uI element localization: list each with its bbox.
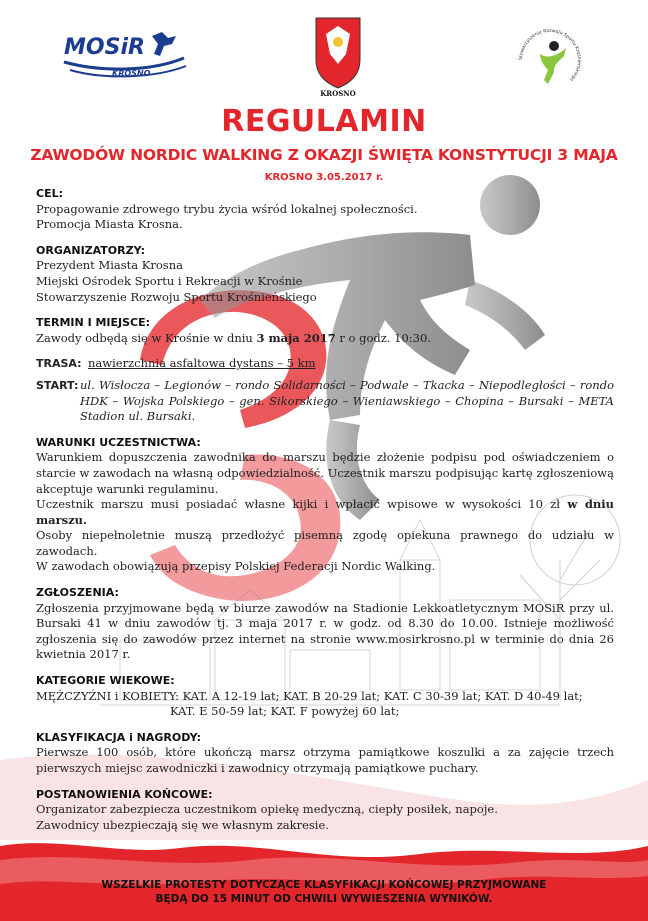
section-line: Stowarzyszenie Rozwoju Sportu Krośnieńskiego xyxy=(36,289,317,304)
section-kategorie xyxy=(36,673,614,720)
termin-date: 3 maja 2017 xyxy=(256,330,336,345)
termin-time: r o godz. 10:30. xyxy=(335,330,431,345)
runner-icon xyxy=(152,32,176,56)
section-warunki xyxy=(36,435,614,575)
category-line: MĘŻCZYŹNI i KOBIETY: KAT. A 12-19 lat; KAT. B 20-29 lat; KAT. C 30-39 lat; KAT. D 40-49 lat; xyxy=(36,688,583,703)
section-heading: KATEGORIE WIEKOWE: xyxy=(36,674,175,688)
category-line: KAT. E 50-59 lat; KAT. F powyżej 60 lat; xyxy=(170,704,400,719)
section-paragraph xyxy=(36,497,614,528)
regulations-body xyxy=(36,186,614,833)
trasa-row xyxy=(36,356,614,372)
mosir-logo xyxy=(60,26,190,86)
section-line xyxy=(36,331,614,347)
srsk-ring-text: Stowarzyszenie Rozwoju Sportu Krośnieńskiego xyxy=(518,28,582,82)
start-label: START: xyxy=(36,378,79,392)
section-paragraph: Osoby niepełnoletnie muszą przedłożyć pisemną zgodę opiekuna prawnego do udziału w zawodach. xyxy=(36,528,614,558)
section-paragraph: Pierwsze 100 osób, które ukończą marsz otrzyma pamiątkowe koszulki a za zajęcie trzech pierwszych miejsc zawodniczki i zawodnicy otrzymają pamiątkowe puchary. xyxy=(36,745,614,775)
section-termin xyxy=(36,315,614,346)
section-trasa xyxy=(36,356,614,424)
section-line: Zawodnicy ubezpieczają się we własnym zakresie. xyxy=(36,817,329,832)
section-cel xyxy=(36,186,614,233)
srsk-logo xyxy=(514,24,586,96)
section-zgloszenia xyxy=(36,585,614,663)
section-line: Organizator zabezpiecza uczestnikom opiekę medyczną, ciepły posiłek, napoje. xyxy=(36,802,498,817)
krosno-coat-of-arms xyxy=(312,14,364,98)
section-organizatorzy xyxy=(36,243,614,305)
section-heading: ZGŁOSZENIA: xyxy=(36,586,119,600)
figure-icon xyxy=(540,48,566,84)
trasa-label: TRASA: xyxy=(36,357,82,371)
event-date: KROSNO 3.05.2017 r. xyxy=(264,172,384,183)
start-row xyxy=(36,378,614,425)
section-paragraph: W zawodach obowiązują przepisy Polskiej Federacji Nordic Walking. xyxy=(36,559,436,574)
footer-notice xyxy=(0,878,648,906)
fee-text: Uczestnik marszu musi posiadać własne kijki i wpłacić wpisowe w wysokości 10 zł xyxy=(36,497,568,512)
route-description: ul. Wisłocza – Legionów – rondo Solidarności – Podwale – Tkacka – Niepodległości – rondo HDK – Wojska Polskiego – gen. Sikorskiego – Wieniawskiego – Chopina – Bursaki – META Stadion ul. Bursaki. xyxy=(80,377,614,424)
section-line: Miejski Ośrodek Sportu i Rekreacji w Krośnie xyxy=(36,273,303,288)
section-klasyfikacja xyxy=(36,730,614,777)
krosno-label: KROSNO xyxy=(320,89,356,98)
termin-text: Zawody odbędą się w Krośnie w dniu xyxy=(36,330,257,345)
section-heading: TERMIN I MIEJSCE: xyxy=(36,316,151,330)
footer-line: BĘDĄ DO 15 MINUT OD CHWILI WYWIESZENIA WYNIKÓW. xyxy=(155,893,493,905)
page-title: REGULAMIN xyxy=(221,104,427,139)
page-subtitle: ZAWODÓW NORDIC WALKING Z OKAZJI ŚWIĘTA KONSTYTUCJI 3 MAJA xyxy=(30,146,618,164)
section-paragraph: Zgłoszenia przyjmowane będą w biurze zawodów na Stadionie Lekkoatletycznym MOSiR przy ul. Bursaki 41 w dniu zawodów tj. 3 maja 2017 r. w godz. od 8.30 do 10.00. Istnieje możliwość zgłoszenia się do zawodów przez internet na stronie www.mosirkrosno.pl w terminie do dnia 26 kwietnia 2017 r. xyxy=(36,600,614,662)
section-line: Prezydent Miasta Krosna xyxy=(36,258,183,273)
section-line: Promocja Miasta Krosna. xyxy=(36,217,183,232)
mosir-logo-text: MOSiR xyxy=(64,35,145,60)
mosir-logo-subtext: KROSNO xyxy=(112,69,151,78)
footer-line: WSZELKIE PROTESTY DOTYCZĄCE KLASYFIKACJI KOŃCOWEJ PRZYJMOWANE xyxy=(101,879,547,891)
section-paragraph: Warunkiem dopuszczenia zawodnika do marszu będzie złożenie podpisu pod oświadczeniem o starcie w zawodach na własną odpowiedzialność. Uczestnik marszu podpisując kartę zgłoszeniową akceptuje warunki regulaminu. xyxy=(36,450,614,496)
section-heading: WARUNKI UCZESTNICTWA: xyxy=(36,435,201,449)
section-heading: ORGANIZATORZY: xyxy=(36,243,146,257)
section-heading: CEL: xyxy=(36,187,63,200)
section-heading: KLASYFIKACJA i NAGRODY: xyxy=(36,730,201,744)
section-postanowienia xyxy=(36,787,614,834)
trasa-value: nawierzchnia asfaltowa dystans – 5 km xyxy=(88,356,316,371)
section-heading: POSTANOWIENIA KOŃCOWE: xyxy=(36,787,213,801)
section-line: Propagowanie zdrowego trybu życia wśród lokalnej społeczności. xyxy=(36,201,418,216)
fee-emphasis: w dniu marszu. xyxy=(36,497,614,527)
